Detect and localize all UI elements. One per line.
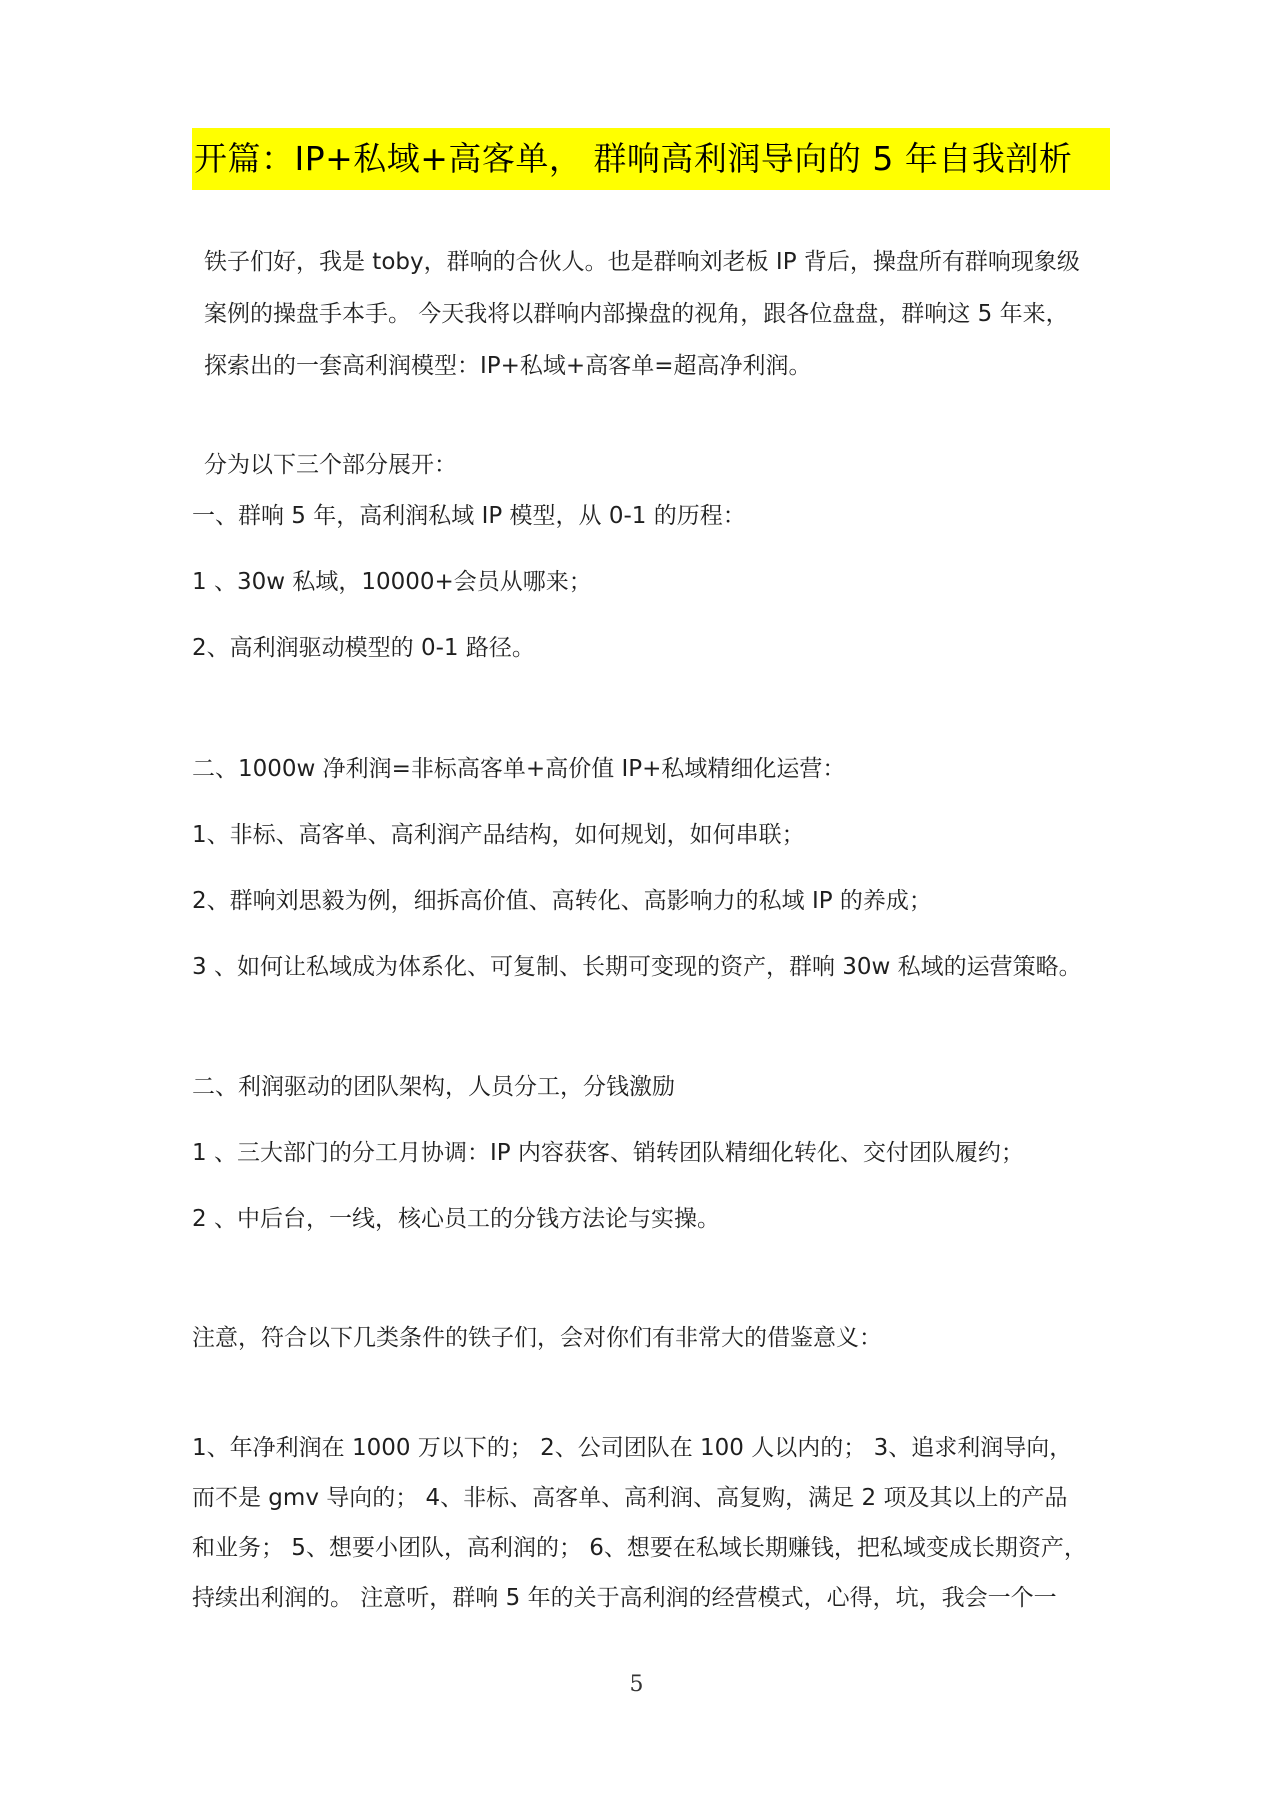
page-number: 5 <box>629 1672 644 1697</box>
outline-intro: 分为以下三个部分展开： <box>204 452 457 478</box>
intro-line-1: 铁子们好，我是 toby，群响的合伙人。也是群响刘老板 IP 背后，操盘所有群响现象级 <box>204 249 1080 275</box>
section3-item-1: 1 、三大部门的分工月协调：IP 内容获客、销转团队精细化转化、交付团队履约； <box>192 1140 1024 1166</box>
intro-line-3: 探索出的一套高利润模型：IP+私域+高客单=超高净利润。 <box>204 353 812 379</box>
section3-item-2: 2 、中后台，一线，核心员工的分钱方法论与实操。 <box>192 1206 720 1232</box>
section2-heading: 二、1000w 净利润=非标高客单+高价值 IP+私域精细化运营： <box>192 756 846 782</box>
intro-line-2: 案例的操盘手本手。 今天我将以群响内部操盘的视角，跟各位盘盘，群响这 5 年来， <box>204 301 1069 327</box>
note-line-2: 而不是 gmv 导向的； 4、非标、高客单、高利润、高复购，满足 2 项及其以上的产品 <box>192 1485 1068 1511</box>
section1-item-1: 1 、30w 私域，10000+会员从哪来； <box>192 569 592 595</box>
note-heading: 注意，符合以下几类条件的铁子们，会对你们有非常大的借鉴意义： <box>192 1325 882 1351</box>
note-line-1: 1、年净利润在 1000 万以下的； 2、公司团队在 100 人以内的； 3、追求利润导向， <box>192 1435 1073 1461</box>
note-line-4: 持续出利润的。 注意听，群响 5 年的关于高利润的经营模式，心得，坑，我会一个一 <box>192 1585 1057 1611</box>
page-title: 开篇：IP+私域+高客单， 群响高利润导向的 5 年自我剖析 <box>194 139 1073 178</box>
note-line-3: 和业务； 5、想要小团队，高利润的； 6、想要在私域长期赚钱，把私域变成长期资产， <box>192 1535 1087 1561</box>
section2-item-1: 1、非标、高客单、高利润产品结构，如何规划，如何串联； <box>192 822 805 848</box>
section1-heading: 一、群响 5 年，高利润私域 IP 模型，从 0-1 的历程： <box>192 503 746 529</box>
section2-item-3: 3 、如何让私域成为体系化、可复制、长期可变现的资产，群响 30w 私域的运营策略。 <box>192 954 1082 980</box>
section3-heading: 二、利润驱动的团队架构，人员分工，分钱激励 <box>192 1074 675 1100</box>
section1-item-2: 2、高利润驱动模型的 0-1 路径。 <box>192 635 535 661</box>
section2-item-2: 2、群响刘思毅为例，细拆高价值、高转化、高影响力的私域 IP 的养成； <box>192 888 932 914</box>
